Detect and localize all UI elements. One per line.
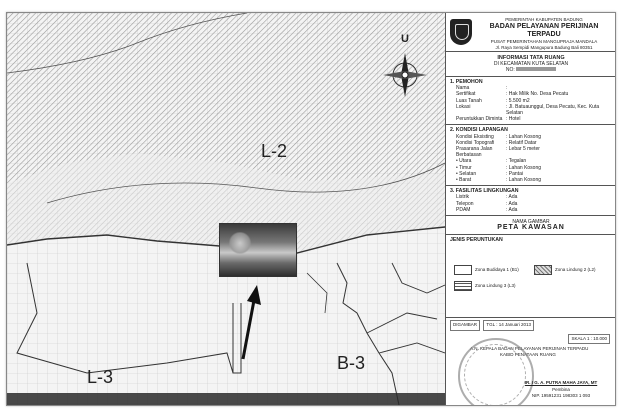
field-value: : Lahan Kosong (506, 164, 542, 171)
agency-name: BADAN PELAYANAN PERIJINAN TERPADU (489, 23, 599, 39)
document-title (446, 52, 616, 77)
header-line1: PEMERINTAH KABUPATEN BADUNG (505, 17, 583, 22)
field-value: : Lahan Kosong (506, 177, 542, 184)
title-main: INFORMASI TATA RUANG (497, 55, 565, 61)
north-label: U (401, 33, 409, 45)
field-label: • Selatan (456, 170, 477, 177)
zoning-map (7, 13, 445, 405)
title-number: NO: (446, 67, 616, 73)
pemohon-row (450, 104, 612, 116)
map-title: PETA KAWASAN (497, 224, 565, 232)
field-value: : Ada (506, 206, 518, 213)
field-label: Luas Tanah (456, 97, 482, 104)
fasilitas-section (446, 186, 616, 216)
info-panel (445, 13, 616, 405)
fasilitas-heading: 3. FASILITAS LINGKUNGAN (450, 188, 519, 195)
field-label: Berbatasan (456, 152, 482, 159)
field-value: : Tegalan (506, 158, 527, 165)
kondisi-row (450, 177, 612, 183)
field-value: : Ada (506, 200, 518, 207)
field-value: : Jl. Batuaunggul, Desa Pecatu, Kec. Kuta Selatan (506, 103, 600, 117)
field-label: Telepon (456, 200, 474, 207)
site-photo (219, 223, 297, 277)
legend-heading: JENIS PERUNTUKAN (450, 237, 503, 244)
government-seal-icon (450, 19, 472, 45)
signature-block (446, 318, 616, 406)
signatory-position: KABID PENATAAN RUANG (500, 352, 556, 358)
date-label: TGL : 14 Januari 2013 (483, 320, 534, 330)
field-value: : Pantai (506, 170, 523, 177)
field-label: Nama (456, 85, 470, 92)
field-value: : (506, 85, 508, 92)
header-line3: PUSAT PEMERINTAHAN MANGUPRAJA MANDALA (490, 39, 598, 45)
agency-header (446, 13, 616, 52)
map-drawing (7, 13, 445, 405)
pemohon-heading: 1. PEMOHON (450, 79, 483, 85)
zoning-legend (446, 235, 616, 318)
zone-label-b3: B-3 (337, 353, 366, 373)
signatory-name: IR. I G. A. PUTRA MAHA JAYA, MT (524, 380, 598, 386)
field-label: Kondisi Eksisting (456, 133, 494, 140)
pemohon-row (450, 116, 612, 122)
signatory-rank: Pembina (552, 386, 570, 392)
signatory-on-behalf: A.N. KEPALA BADAN PELAYANAN PERIJINAN TERPADU (470, 345, 589, 351)
map-name-label: NAMA GAMBAR (512, 219, 550, 226)
drawn-by-label: DIGAMBAR (450, 320, 480, 330)
field-label: Sertifikat (456, 91, 476, 98)
field-label: Listrik (456, 194, 470, 201)
field-value: : Lebar 5 meter (506, 146, 540, 153)
legend-item-b1: Zona Budidaya 1 (B1) (454, 265, 519, 275)
field-value: : 5.500 m2 (506, 97, 530, 104)
kondisi-section (446, 125, 616, 186)
field-value: : Hotel (506, 116, 521, 123)
field-label: • Barat (456, 177, 472, 184)
zone-label-l3: L-3 (87, 367, 114, 387)
legend-item-l3: Zona Lindung 3 (L3) (454, 281, 516, 291)
field-label: PDAM (456, 206, 471, 213)
field-value: : Hak Milik No. Desa Pecatu (506, 91, 569, 98)
field-label: • Timur (456, 164, 472, 171)
field-value: : Lahan Kosong (506, 133, 542, 140)
header-line4: Jl. Raya Sempidi Mangupura Badung Bali 80351 (495, 45, 593, 51)
field-value: : Ada (506, 194, 518, 201)
field-label: • Utara (456, 158, 472, 165)
pemohon-section (446, 77, 616, 125)
zone-label-l2: L-2 (261, 141, 288, 161)
field-label: Kondisi Topografi (456, 139, 495, 146)
title-kecamatan: DI KECAMATAN KUTA SELATAN (493, 61, 569, 67)
legend-item-l2: Zona Lindung 2 (L2) (534, 265, 596, 275)
document-page (6, 12, 616, 406)
signatory-nip: NIP. 19591231 198303 1 093 (531, 392, 591, 398)
scale-label: SKALA 1 : 10.000 (568, 334, 610, 344)
field-label: Lokasi (456, 103, 471, 110)
map-name-block (446, 216, 616, 235)
field-label: Peruntukkan Diminta (456, 116, 503, 123)
field-value: : Relatif Datar (506, 139, 537, 146)
fasilitas-row (450, 207, 612, 213)
kondisi-heading: 2. KONDISI LAPANGAN (450, 127, 508, 134)
field-label: Prasarana Jalan (456, 146, 493, 153)
